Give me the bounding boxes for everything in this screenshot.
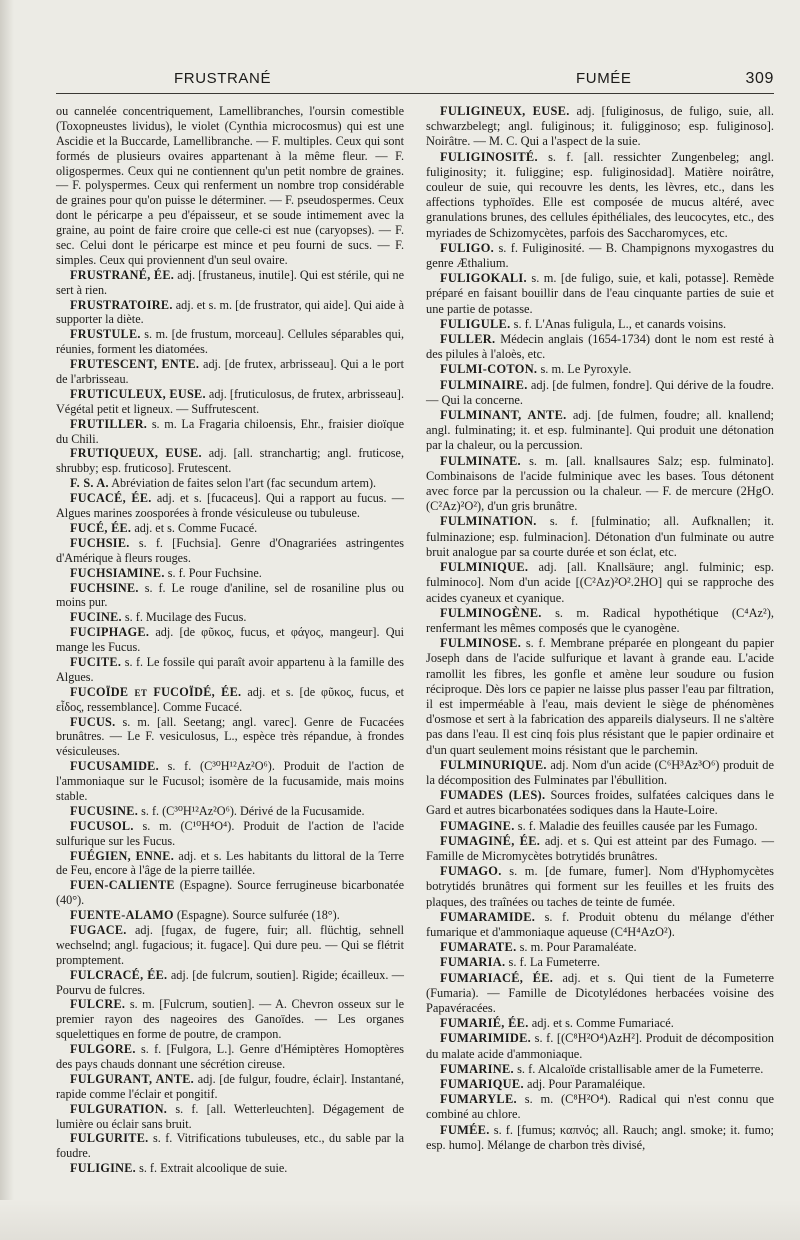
entry-headword: FUEN-CALIENTE <box>70 878 175 893</box>
entry-headword: FULGURITE. <box>70 1131 149 1146</box>
entry-headword: FULIGOKALI. <box>440 271 527 286</box>
dictionary-entry <box>56 968 404 998</box>
dictionary-entry <box>426 514 774 560</box>
entry-headword: FUENTE-ALAMO <box>70 908 174 923</box>
entry-headword: FRUTESCENT, ENTE. <box>70 357 200 372</box>
entry-headword: FULIGINOSITÉ. <box>440 149 538 164</box>
entry-definition: adj. et s. Les habitants du littoral de la Terre de Feu, encore à l'âge de la pierre taillée. <box>56 848 405 878</box>
entry-definition: s. m. La Fragaria chiloensis, Ehr., fraisier dioïque du Chili. <box>56 416 404 446</box>
right-column <box>426 104 774 1153</box>
dictionary-entry <box>56 387 404 417</box>
entry-definition: adj. [de fulcrum, soutien]. Rigide; écailleux. — Pourvu de fulcres. <box>56 967 404 997</box>
entry-definition: adj. [de fulmen, fondre]. Qui dérive de la foudre. — Qui la concerne. <box>426 377 774 407</box>
dictionary-entry <box>426 864 774 910</box>
entry-headword: FUCACÉ, ÉE. <box>70 491 152 506</box>
dictionary-entry <box>426 955 774 970</box>
dictionary-entry <box>426 819 774 834</box>
entry-definition: s. m. (C⁸H²O⁴). Radical qui n'est connu que combiné au chlore. <box>426 1092 774 1122</box>
entry-headword: FULMI-COTON. <box>440 362 538 377</box>
dictionary-entry <box>426 834 774 864</box>
dictionary-entry <box>426 362 774 377</box>
dictionary-entry <box>56 804 404 819</box>
entry-headword: FUMARIA. <box>440 955 506 970</box>
entry-headword: FUMARIQUE. <box>440 1077 524 1091</box>
entry-definition: s. f. [(C⁸H²O⁴)AzH²]. Produit de décomposition du malate acide d'ammoniaque. <box>426 1031 774 1061</box>
entry-headword: FULMINANT, ANTE. <box>440 408 567 423</box>
dictionary-entry <box>56 1042 404 1072</box>
entry-definition: adj. et s. Comme Fumariacé. <box>531 1016 674 1031</box>
entry-definition: s. f. Le rouge d'aniline, sel de rosaniline plus ou moins pur. <box>56 580 404 610</box>
dictionary-entry <box>56 923 404 968</box>
entry-definition: s. f. [fulminatio; all. Aufknallen; it. fulminazione; esp. fulminacion]. Détonation d'un fulminate ou autre bruit analogue par sa courte durée et son éclat, etc. <box>426 514 774 559</box>
entry-definition: s. f. Membrane préparée en plongeant du papier Joseph dans de l'acide sulfurique et lavant à grande eau. L'acide ramollit les fibres, les gonfle et amène leur soudure ou fusion réciproque. Dès lors ce papier ne laisse plus passer l'eau par filtration, il est imperméable à l'eau, mais devient le siège de phénomènes d'osmose et sert à la fabrication des appareils dialyseurs. Il ne s'altère pas dans l'eau. Il est cinq fois plus résistant que le papier ordinaire et d'un quart seulement moins résistant que le parchemin. <box>426 636 774 757</box>
dictionary-entry <box>426 788 774 818</box>
dictionary-entry <box>56 849 404 879</box>
entry-headword: FULLER. <box>440 332 496 347</box>
entry-headword: FULMINOSE. <box>440 636 522 651</box>
dictionary-entry <box>426 1062 774 1077</box>
entry-definition: ou cannelée concentriquement, Lamellibranches, l'oursin comestible (Toxopneustes lividus), le violet (Cynthia microcosmus) qui est une Ascidie et la Buccarde, Lamellibranche. — F. multiples. Ceux qui sont formés de plusieurs ovaires appartenant à la même fleur. — F. oligospermes. Ceux qui ne contiennent qu'un petit nombre de graines. — F. polyspermes. Ceux qui renferment un nombre trop considérable de graines pour qu'on puisse le déterminer. — F. pseudospermes. Ceux dont le péricarpe a peu d'épaisseur, et se soude intimement avec la graine, au point de faire croire que celle-ci est nue (caryopses). — F. sec. Celui dont le péricarpe est mince et peu fourni de sucs. — F. simples. Ceux qui proviennent d'un seul ovaire. <box>56 104 404 267</box>
entry-definition: adj. et s. Qui est atteint par des Fumago. — Famille de Micromycètes botrytidés brunâtres. <box>426 833 774 863</box>
entry-headword: FRUTILLER. <box>70 416 148 431</box>
entry-definition: s. f. [all. ressichter Zungenbeleg; angl. fuliginosity; it. fuliggine; esp. fuliginosidad]. Matière noirâtre, couleur de suie, qui recouvre les dents, les lèvres, etc., dans les affections typhoïdes. Elle est composée de mucus altéré, avec granulations brunes, des cellules épithéliales, des leucocytes, etc., des myriades de Schizomycètes, parfois des Saccharomyces, etc. <box>426 149 774 240</box>
entry-definition: s. m. [de fuligo, suie, et kali, potasse]. Remède préparé en faisant bouillir dans de l'eau cinquante parties de suie et une partie de potasse. <box>426 271 774 316</box>
dictionary-entry <box>426 971 774 1017</box>
entry-definition: adj. [all. Knallsäure; angl. fulminic; esp. fulminoco]. Nom d'un acide [(C²Az)²O².2HO] qui se rapproche des acides cyaneux et cyanique. <box>426 560 774 605</box>
dictionary-entry <box>56 298 404 328</box>
page-edge-shadow <box>0 0 14 1240</box>
entry-definition: s. f. Fuliginosité. — B. Champignons myxogastres du genre Æthalium. <box>426 240 774 271</box>
dictionary-entry <box>56 997 404 1042</box>
entry-headword: FUMARAMIDE. <box>440 909 536 924</box>
entry-definition: s. f. Le fossile qui paraît avoir appartenu à la famille des Algues. <box>56 654 405 684</box>
entry-definition: adj. [all. stranchartig; angl. fruticose, shrubby; esp. fruticoso]. Frutescent. <box>56 446 405 476</box>
dictionary-entry <box>56 1102 404 1132</box>
dictionary-entry <box>426 332 774 362</box>
dictionary-entry <box>56 417 404 447</box>
running-head <box>56 70 774 92</box>
entry-headword: FUMARYLE. <box>440 1092 517 1107</box>
entry-definition: adj. et s. [de φῦκος, fucus, et εἶδος, ressemblance]. Comme Fucacé. <box>56 684 405 714</box>
entry-definition: s. m. [all. Seetang; angl. varec]. Genre de Fucacées brunâtres. — Le F. vesiculosus, L., espèce très répandue, à frondes vésiculeuses. <box>56 714 404 759</box>
dictionary-entry <box>56 104 404 268</box>
entry-headword: FUMADES (LES). <box>440 788 546 803</box>
entry-headword: FUMAGINÉ, ÉE. <box>440 833 541 848</box>
dictionary-entry <box>426 454 774 515</box>
dictionary-entry <box>426 940 774 955</box>
entry-headword: FULMINAIRE. <box>440 377 528 392</box>
entry-headword: FRUTIQUEUX, EUSE. <box>70 446 202 461</box>
dictionary-entry <box>426 150 774 241</box>
entry-headword: FULIGO. <box>440 240 495 255</box>
dictionary-entry <box>426 1031 774 1061</box>
entry-headword: FUCUSINE. <box>70 803 139 818</box>
entry-headword: FUMARIÉ, ÉE. <box>440 1016 529 1031</box>
dictionary-entry <box>426 271 774 317</box>
dictionary-entry <box>426 560 774 606</box>
dictionary-entry <box>56 1161 404 1176</box>
dictionary-entry <box>56 491 404 521</box>
dictionary-entry <box>56 327 404 357</box>
entry-definition: s. f. Pour Fuchsine. <box>167 565 262 580</box>
entry-definition: s. m. [de fumare, fumer]. Nom d'Hyphomycètes botrytidés brunâtres qui forment sur les feuilles et les fruits des plaques, des traînées ou taches de teinte de fumée. <box>426 864 774 909</box>
entry-definition: s. m. Radical hypothétique (C⁴Az²), renfermant les mêmes composés que le cyanogène. <box>426 605 774 635</box>
entry-headword: FUMARATE. <box>440 940 517 955</box>
entry-headword: FUÉGIEN, ENNE. <box>70 848 175 863</box>
dictionary-entry <box>56 1072 404 1102</box>
dictionary-entry <box>426 758 774 788</box>
entry-definition: adj. [de φῦκος, fucus, et φάγος, mangeur]. Qui mange les Fucus. <box>56 625 404 655</box>
entry-definition: Médecin anglais (1654-1734) dont le nom est resté à des pilules à l'aloès, etc. <box>426 332 774 362</box>
dictionary-entry <box>56 581 404 611</box>
entry-headword: FUMÉE. <box>440 1122 490 1137</box>
entry-headword: FUCIPHAGE. <box>70 625 150 640</box>
entry-headword: FUCOÏDE et FUCOÏDÉ, ÉE. <box>70 684 242 699</box>
dictionary-entry <box>56 566 404 581</box>
running-head-left: FRUSTRANÉ <box>174 70 272 87</box>
dictionary-entry <box>426 1123 774 1153</box>
entry-headword: FRUSTRATOIRE. <box>70 297 173 312</box>
entry-headword: FRUSTULE. <box>70 327 141 342</box>
dictionary-entry <box>426 1077 774 1092</box>
entry-definition: (Espagne). Source ferrugineuse bicarbonatée (40°). <box>56 878 404 908</box>
entry-definition: Sources froides, sulfatées calciques dans le Gard et autres bicarbonatées sodiques dans la Haute-Loire. <box>426 788 774 818</box>
dictionary-entry <box>426 1016 774 1031</box>
entry-headword: FUMARIMIDE. <box>440 1031 532 1046</box>
entry-headword: FUCUSAMIDE. <box>70 759 159 774</box>
entry-headword: FULIGINEUX, EUSE. <box>440 104 570 118</box>
entry-definition: s. f. [all. Wetterleuchten]. Dégagement de lumière ou éclair sans bruit. <box>56 1101 404 1131</box>
dictionary-entry <box>56 536 404 566</box>
dictionary-entry <box>56 759 404 804</box>
entry-headword: FUCHSIE. <box>70 535 130 550</box>
dictionary-entry <box>56 476 404 491</box>
entry-definition: s. m. (C¹⁰H⁴O⁴). Produit de l'action de l'acide sulfurique sur les Fucus. <box>56 818 405 848</box>
entry-headword: FUCUS. <box>70 714 116 729</box>
entry-definition: adj. Pour Paramaléique. <box>527 1077 646 1091</box>
entry-headword: FRUSTRANÉ, ÉE. <box>70 267 175 282</box>
dictionary-entry <box>56 715 404 760</box>
entry-definition: s. f. Produit obtenu du mélange d'éther fumarique et d'ammoniaque aqueuse (C⁴H⁴AzO²). <box>426 909 774 939</box>
entry-definition: (Espagne). Source sulfurée (18°). <box>176 908 340 923</box>
dictionary-entry <box>426 408 774 454</box>
entry-definition: adj. et s. [fucaceus]. Qui a rapport au fucus. — Algues marines zoosporées à fronde vésiculeuse ou tubuleuse. <box>56 491 404 521</box>
page-number: 309 <box>745 70 774 87</box>
dictionary-entry <box>426 1092 774 1122</box>
entry-definition: s. f. Alcaloïde cristallisable amer de la Fumeterre. <box>517 1061 764 1076</box>
dictionary-entry <box>56 685 404 715</box>
entry-headword: FUMAGINE. <box>440 818 515 833</box>
dictionary-entry <box>56 610 404 625</box>
entry-definition: adj. [de fulgur, foudre, éclair]. Instantané, rapide comme l'éclair et pongitif. <box>56 1071 404 1101</box>
entry-headword: FULMINOGÈNE. <box>440 605 542 620</box>
entry-definition: adj. [fruticulosus, de frutex, arbrisseau]. Végétal petit et ligneux. — Suffrutescent. <box>56 386 405 416</box>
entry-definition: s. f. La Fumeterre. <box>508 955 601 970</box>
entry-headword: FUCITE. <box>70 654 122 669</box>
entry-definition: s. f. [fumus; καπνός; all. Rauch; angl. smoke; it. fumo; esp. humo]. Mélange de charbon très divisé, <box>426 1122 774 1152</box>
dictionary-entry <box>426 636 774 758</box>
page-bottom-shadow <box>0 1200 800 1240</box>
entry-definition: adj. et s. m. [de frustrator, qui aide]. Qui aide à supporter la diète. <box>56 297 404 327</box>
entry-headword: FULMINIQUE. <box>440 560 529 575</box>
dictionary-entry <box>426 104 774 150</box>
entry-headword: FUCHSINE. <box>70 580 139 595</box>
entry-definition: s. m. Le Pyroxyle. <box>540 362 632 377</box>
entry-definition: s. m. [de frustum, morceau]. Cellules séparables qui, réunies, forment les diatomées. <box>56 327 405 357</box>
left-column <box>56 104 404 1176</box>
dictionary-entry <box>56 357 404 387</box>
entry-headword: FUMAGO. <box>440 864 502 879</box>
dictionary-entry <box>56 655 404 685</box>
entry-definition: s. m. [Fulcrum, soutien]. — A. Chevron osseux sur le premier rayon des nageoires des Ganoïdes. — Les organes squelettiques en forme de poutre, de crampon. <box>56 997 405 1042</box>
dictionary-entry <box>56 819 404 849</box>
entry-definition: Abréviation de faites selon l'art (fac secundum artem). <box>111 476 377 491</box>
entry-headword: FULMINURIQUE. <box>440 757 547 772</box>
dictionary-entry <box>426 241 774 271</box>
entry-headword: FULMINATE. <box>440 453 521 468</box>
entry-headword: FULIGINE. <box>70 1161 137 1176</box>
entry-definition: adj. Nom d'un acide (C⁶H³Az³O⁶) produit de la décomposition des Fulminates par l'ébullition. <box>426 757 774 787</box>
entry-definition: adj. [de frutex, arbrisseau]. Qui a le port de l'arbrisseau. <box>56 357 404 387</box>
entry-headword: FUCUSOL. <box>70 818 134 833</box>
entry-definition: s. f. (C³⁰H¹²Az²O⁶). Dérivé de la Fucusamide. <box>141 803 365 818</box>
entry-headword: FULGORE. <box>70 1042 136 1057</box>
entry-headword: FUGACE. <box>70 922 127 937</box>
dictionary-entry <box>56 446 404 476</box>
entry-definition: s. m. [all. knallsaures Salz; esp. fulminato]. Combinaisons de l'acide fulminique avec les bases. Tous détonent avec force par la percussion ou la chaleur. — F. de mercure (2HgO. (C²Az)²O²), d'un gris brunâtre. <box>426 453 774 514</box>
dictionary-entry <box>426 317 774 332</box>
entry-headword: FRUTICULEUX, EUSE. <box>70 386 206 401</box>
entry-headword: FUCÉ, ÉE. <box>70 520 132 535</box>
entry-headword: FULGURATION. <box>70 1101 168 1116</box>
dictionary-entry <box>56 1131 404 1161</box>
entry-headword: F. S. A. <box>70 476 109 491</box>
entry-definition: adj. [frustaneus, inutile]. Qui est stérile, qui ne sert à rien. <box>56 267 404 297</box>
entry-headword: FUMARINE. <box>440 1061 514 1076</box>
entry-definition: s. m. Pour Paramaléate. <box>519 940 637 955</box>
dictionary-entry <box>426 378 774 408</box>
dictionary-entry <box>56 268 404 298</box>
dictionary-entry <box>56 878 404 908</box>
entry-definition: s. f. L'Anas fuligula, L., et canards voisins. <box>513 316 727 331</box>
entry-definition: s. f. [Fuchsia]. Genre d'Onagrariées astringentes d'Amérique à fleurs rouges. <box>56 535 405 565</box>
dictionary-entry <box>426 910 774 940</box>
entry-definition: s. f. (C³⁰H¹²Az²O⁶). Produit de l'action de l'ammoniaque sur le Fucusol; isomère de la fucusamide, mais moins stable. <box>56 759 404 803</box>
entry-headword: FULCRACÉ, ÉE. <box>70 967 168 982</box>
entry-definition: adj. [fuliginosus, de fuligo, suie, all. schwarzbelegt; angl. fuliginous; it. fuligginoso; esp. fuliginoso]. Noirâtre. — M. C. Qui a l'aspect de la suie. <box>426 104 774 149</box>
entry-headword: FULMINATION. <box>440 514 537 529</box>
entry-headword: FUCHSIAMINE. <box>70 565 165 580</box>
dictionary-entry <box>56 521 404 536</box>
entry-headword: FUCINE. <box>70 610 122 625</box>
entry-definition: s. f. [Fulgora, L.]. Genre d'Hémiptères Homoptères des pays chauds donnant une sécrétion cireuse. <box>56 1042 404 1071</box>
entry-definition: adj. [fugax, de fugere, fuir; all. flüchtig, sehnell wechselnd; angl. fugacious; it. fugace]. Qui dure peu. — Qui se flétrit promptement. <box>56 922 404 967</box>
entry-headword: FUMARIACÉ, ÉE. <box>440 970 554 985</box>
dictionary-entry <box>426 606 774 636</box>
entry-headword: FULCRE. <box>70 997 126 1012</box>
entry-definition: s. f. Vitrifications tubuleuses, etc., du sable par la foudre. <box>56 1131 405 1161</box>
entry-definition: adj. et s. Qui tient de la Fumeterre (Fumaria). — Famille de Dicotylédones herbacées voisine des Papavéracées. <box>426 970 774 1015</box>
entry-definition: s. f. Extrait alcoolique de suie. <box>139 1161 288 1176</box>
entry-headword: FULGURANT, ANTE. <box>70 1071 195 1086</box>
dictionary-entry <box>56 625 404 655</box>
header-rule <box>56 93 774 94</box>
entry-headword: FULIGULE. <box>440 316 511 331</box>
entry-definition: s. f. Maladie des feuilles causée par les Fumago. <box>517 818 758 833</box>
entry-definition: adj. et s. Comme Fucacé. <box>134 520 258 535</box>
entry-definition: s. f. Mucilage des Fucus. <box>124 610 247 625</box>
dictionary-entry <box>56 908 404 923</box>
entry-definition: adj. [de fulmen, foudre; all. knallend; angl. fulminating; it. et esp. fulminante]. Qui produit une détonation par la chaleur, ou la percussion. <box>426 408 774 453</box>
running-head-right: FUMÉE <box>576 70 632 87</box>
